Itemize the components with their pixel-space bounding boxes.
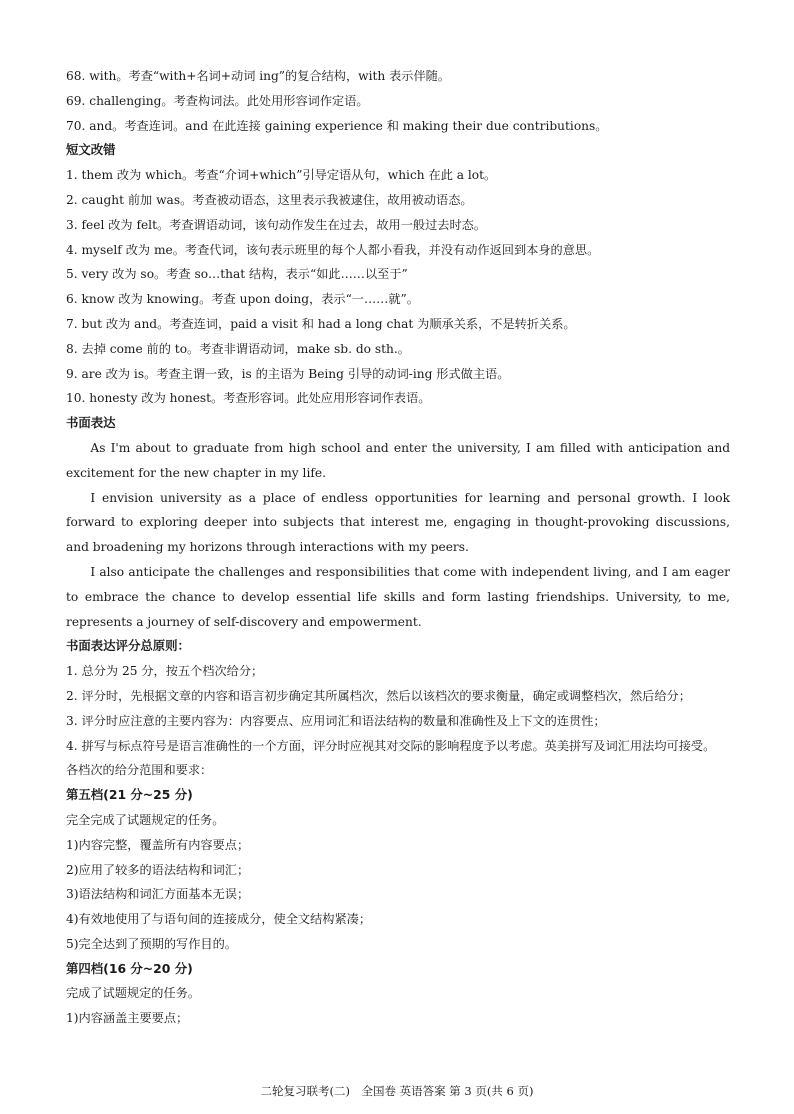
page-footer: 二轮复习联考(二) 全国卷 英语答案 第 3 页(共 6 页): [260, 1084, 534, 1098]
answer-line-69: 69. challenging。考查构词法。此处用形容词作定语。: [66, 93, 369, 108]
writing-heading: 书面表达: [66, 415, 116, 431]
correction-heading: 短文改错: [66, 142, 116, 158]
grade-5-intro: 完全完成了试题规定的任务。: [66, 812, 225, 827]
grade-5-item: 1)内容完整，覆盖所有内容要点；: [66, 837, 250, 852]
answer-line-70: 70. and。考查连词。and 在此连接 gaining experience 和 making their due contributions。: [66, 118, 608, 133]
answer-page: [66, 64, 730, 1031]
grade-5-item: 2)应用了较多的语法结构和词汇；: [66, 862, 250, 877]
principles-heading: 书面表达评分总原则：: [66, 638, 190, 654]
correction-item: 7. but 改为 and。考查连词，paid a visit 和 had a long chat 为顺承关系，不是转折关系。: [66, 316, 576, 331]
grade-4-intro: 完成了试题规定的任务。: [66, 986, 201, 1001]
correction-item: 2. caught 前加 was。考查被动语态，这里表示我被逮住，故用被动语态。: [66, 192, 473, 207]
writing-paragraph-1: As I'm about to graduate from high school and enter the university, I am filled with anticipation and excitement for the new chapter in my life.: [66, 440, 730, 480]
correction-item: 3. feel 改为 felt。考查谓语动词，该句动作发生在过去，故用一般过去时态。: [66, 217, 487, 232]
grade-5-heading: 第五档(21 分~25 分): [66, 787, 193, 803]
answer-line-68: 68. with。考查“with+名词+动词 ing”的复合结构，with 表示伴随。: [66, 69, 451, 83]
ranges-intro: 各档次的给分范围和要求：: [66, 763, 213, 778]
correction-item: 6. know 改为 knowing。考查 upon doing，表示“一……就”。: [66, 292, 419, 307]
correction-item: 1. them 改为 which。考查“介词+which”引导定语从句，which 在此 a lot。: [66, 168, 497, 183]
grade-4-item: 1)内容涵盖主要要点；: [66, 1011, 189, 1026]
correction-item: 9. are 改为 is。考查主谓一致，is 的主语为 Being 引导的动词-ing 形式做主语。: [66, 366, 510, 381]
grade-5-item: 5)完全达到了预期的写作目的。: [66, 936, 237, 951]
grade-5-item: 4)有效地使用了与语句间的连接成分，使全文结构紧凑；: [66, 912, 372, 927]
principle-item: 2. 评分时，先根据文章的内容和语言初步确定其所属档次，然后以该档次的要求衡量，确定或调整档次，然后给分；: [66, 688, 691, 703]
writing-paragraph-3: I also anticipate the challenges and responsibilities that come with independent living, and I am eager to embrace the chance to develop essential life skills and form lasting friendships. University, to me, represents a journey of self-discovery and empowerment.: [66, 564, 730, 629]
principle-item: 1. 总分为 25 分，按五个档次给分；: [66, 664, 264, 679]
grade-5-item: 3)语法结构和词汇方面基本无误；: [66, 887, 250, 902]
writing-paragraph-2: I envision university as a place of endless opportunities for learning and personal growth. I look forward to exploring deeper into subjects that interest me, engaging in thought-provoking discussions, and broadening my horizons through interactions with my peers.: [66, 490, 730, 555]
correction-item: 4. myself 改为 me。考查代词，该句表示班里的每个人都小看我，并没有动作返回到本身的意思。: [66, 242, 600, 257]
correction-item: 10. honesty 改为 honest。考查形容词。此处应用形容词作表语。: [66, 391, 431, 406]
correction-item: 5. very 改为 so。考查 so…that 结构，表示“如此……以至于”: [66, 267, 408, 282]
correction-item: 8. 去掉 come 前的 to。考查非谓语动词，make sb. do sth.。: [66, 341, 410, 356]
principle-item: 4. 拼写与标点符号是语言准确性的一个方面，评分时应视其对交际的影响程度予以考虑。英美拼写及词汇用法均可接受。: [66, 738, 716, 753]
grade-4-heading: 第四档(16 分~20 分): [66, 960, 193, 976]
principle-item: 3. 评分时应注意的主要内容为：内容要点、应用词汇和语法结构的数量和准确性及上下文的连贯性；: [66, 713, 606, 728]
